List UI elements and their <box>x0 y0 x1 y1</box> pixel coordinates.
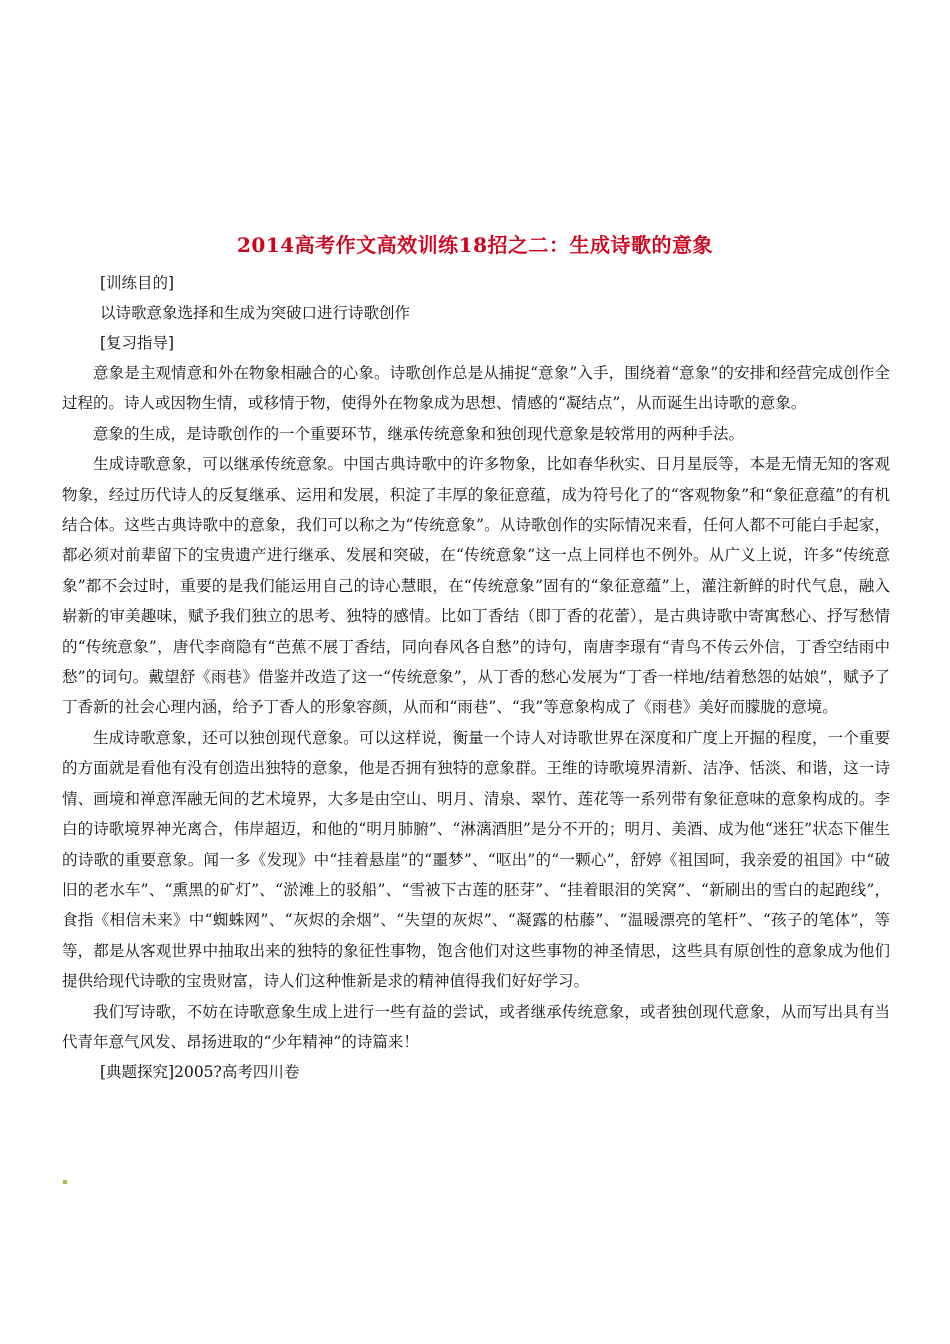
paragraph-4: 生成诗歌意象，还可以独创现代意象。可以这样说，衡量一个诗人对诗歌世界在深度和广度上开掘的程度，一个重要的方面就是看他有没有创造出独特的意象，他是否拥有独特的意象群。王维的诗歌境界清新、洁净、恬淡、和谐，这一诗情、画境和禅意浑融无间的艺术境界，大多是由空山、明月、清泉、翠竹、莲花等一系列带有象征意味的意象构成的。李白的诗歌境界神光离合，伟岸超迈，和他的“明月肺腑”、“淋漓酒胆”是分不开的；明月、美酒、成为他“迷狂”状态下催生的诗歌的重要意象。闻一多《发现》中“挂着悬崖”的“噩梦”、“呕出”的“一颗心”，舒婷《祖国呵，我亲爱的祖国》中“破旧的老水车”、“熏黑的矿灯”、“淤滩上的驳船”、“雪被下古莲的胚芽”、“挂着眼泪的笑窝”、“新刷出的雪白的起跑线”，食指《相信未来》中“蜘蛛网”、“灰烬的余烟”、“失望的灰烬”、“凝露的枯藤”、“温暖漂亮的笔杆”、“孩子的笔体”，等等，都是从客观世界中抽取出来的独特的象征性事物，饱含他们对这些事物的神圣情思，这些具有原创性的意象成为他们提供给现代诗歌的宝贵财富，诗人们这种惟新是求的精神值得我们好好学习。 <box>62 728 890 991</box>
section-example-label: [典题探究]2005?高考四川卷 <box>100 1063 300 1082</box>
page-title: 2014高考作文高效训练18招之二：生成诗歌的意象 <box>237 233 713 257</box>
section-review-label: [复习指导] <box>100 334 175 352</box>
paragraph-5: 我们写诗歌，不妨在诗歌意象生成上进行一些有益的尝试，或者继承传统意象，或者独创现代意象，从而写出具有当代青年意气风发、昂扬进取的“少年精神”的诗篇来！ <box>62 1002 890 1051</box>
margin-mark <box>63 1180 67 1184</box>
paragraph-3: 生成诗歌意象，可以继承传统意象。中国古典诗歌中的许多物象，比如春华秋实、日月星辰等，本是无情无知的客观物象，经过历代诗人的反复继承、运用和发展，积淀了丰厚的象征意蕴，成为符号化了的“客观物象”和“象征意蕴”的有机结合体。这些古典诗歌中的意象，我们可以称之为“传统意象”。从诗歌创作的实际情况来看，任何人都不可能白手起家，都必须对前辈留下的宝贵遗产进行继承、发展和突破，在“传统意象”这一点上同样也不例外。从广义上说，许多“传统意象”都不会过时，重要的是我们能运用自己的诗心慧眼，在“传统意象”固有的“象征意蕴”上，灌注新鲜的时代气息，融入崭新的审美趣味，赋予我们独立的思考、独特的感情。比如丁香结（即丁香的花蕾），是古典诗歌中寄寓愁心、抒写愁情的“传统意象”，唐代李商隐有“芭蕉不展丁香结，同向春风各自愁”的诗句，南唐李璟有“青鸟不传云外信，丁香空结雨中愁”的词句。戴望舒《雨巷》借鉴并改造了这一“传统意象”，从丁香的愁心发展为“丁香一样地/结着愁怨的姑娘”，赋予了丁香新的社会心理内涵，给予丁香人的形象容颜，从而和“雨巷”、“我”等意象构成了《雨巷》美好而朦胧的意境。 <box>62 455 890 717</box>
section-goal-label: [训练目的] <box>100 274 175 292</box>
document-body <box>62 268 890 1087</box>
paragraph-1: 意象是主观情意和外在物象相融合的心象。诗歌创作总是从捕捉“意象”入手，围绕着“意象”的安排和经营完成创作全过程的。诗人或因物生情，或移情于物，使得外在物象成为思想、情感的“凝结点”，从而诞生出诗歌的意象。 <box>62 364 890 413</box>
paragraph-2: 意象的生成，是诗歌创作的一个重要环节，继承传统意象和独创现代意象是较常用的两种手法。 <box>93 424 745 443</box>
section-goal-text: 以诗歌意象选择和生成为突破口进行诗歌创作 <box>100 304 411 322</box>
